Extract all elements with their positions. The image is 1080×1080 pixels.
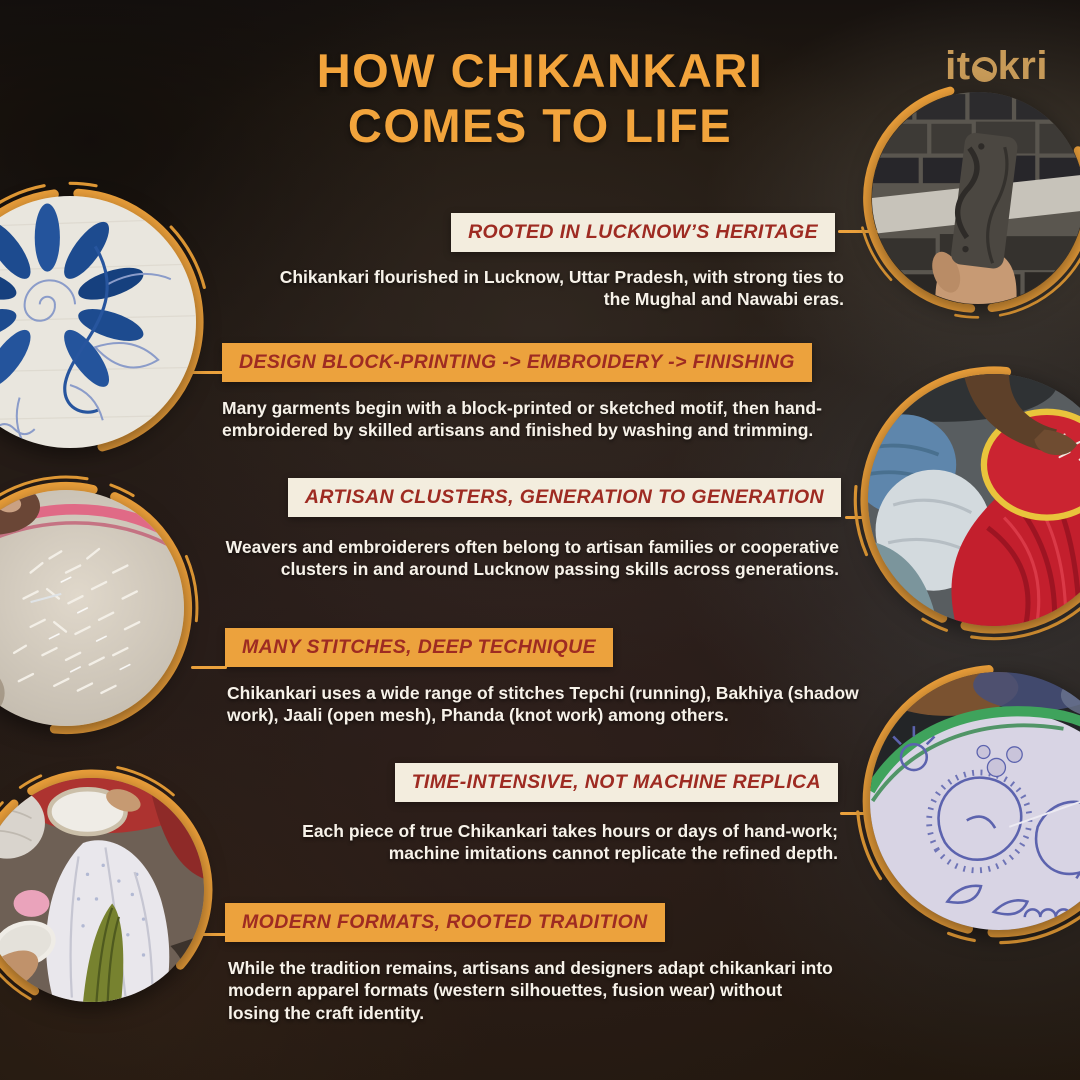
section-body-process-flow: Many garments begin with a block-printed or sketched motif, then hand-embroidered by skilled artisans and finished by washing and trimming. [222,398,822,441]
photo-block-printing-stamp [872,92,1080,304]
section-heading-artisan-clusters: ARTISAN CLUSTERS, GENERATION TO GENERATION [288,478,841,517]
section-body-modern-formats: While the tradition remains, artisans and designers adapt chikankari into modern apparel formats (western silhouettes, fusion wear) without losing the craft identity. [228,958,833,1023]
photo-red-fabric-hoop [868,374,1080,626]
section-body-artisan-clusters: Weavers and embroiderers often belong to artisan families or cooperative clusters in and around Lucknow passing skills across generations. [225,537,839,580]
photo-blue-thread-hoop [0,196,196,448]
section-body-time-intensive: Each piece of true Chikankari takes hours or days of hand-work; machine imitations cannot replicate the refined depth. [302,821,838,864]
section-body-stitches: Chikankari uses a wide range of stitches Tepchi (running), Bakhiya (shadow work), Jaali (open mesh), Phanda (knot work) among others. [227,683,859,726]
photo-white-stitch-closeup [0,490,184,726]
page-title-line2: COMES TO LIFE [347,98,733,152]
photo-artisan-group [0,778,204,1002]
photo-paisley-pattern-hoop [870,672,1080,930]
section-heading-lucknow-heritage: ROOTED IN LUCKNOW’S HERITAGE [451,213,835,252]
section-heading-process-flow: DESIGN BLOCK-PRINTING -> EMBROIDERY -> FINISHING [222,343,812,382]
section-heading-modern-formats: MODERN FORMATS, ROOTED TRADITION [225,903,665,942]
logo-text-suffix: kri [997,44,1048,88]
section-heading-stitches: MANY STITCHES, DEEP TECHNIQUE [225,628,613,667]
page-title-line1: HOW CHIKANKARI [316,44,764,97]
section-heading-time-intensive: TIME-INTENSIVE, NOT MACHINE REPLICA [395,763,838,802]
block-stamp-photo-illustration [872,92,1080,304]
section-body-lucknow-heritage: Chikankari flourished in Lucknow, Uttar Pradesh, with strong ties to the Mughal and Nawabi eras. [279,267,844,310]
logo-text-prefix: it [945,44,971,88]
